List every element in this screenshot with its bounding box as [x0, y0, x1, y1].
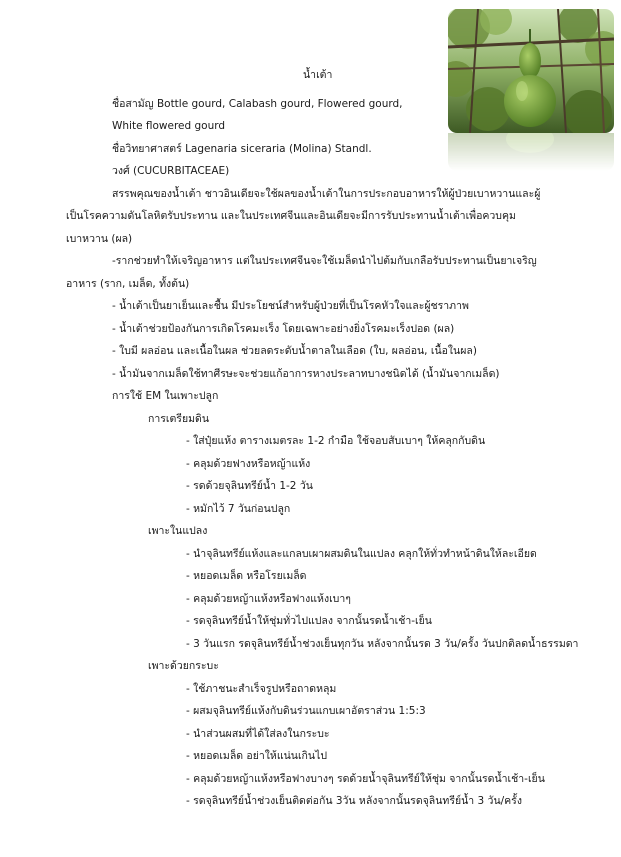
bottle-gourd-photo	[448, 9, 614, 133]
basket-planting-heading: เพาะด้วยกระบะ	[148, 660, 219, 672]
soil-step-1: - ใส่ปุ๋ยแห้ง ตารางเมตรละ 1-2 กำมือ ใช้จอบสับเบาๆ ให้คลุกกับดิน	[186, 435, 486, 447]
basket-step-3: - นำส่วนผสมที่ได้ใส่ลงในกระบะ	[186, 728, 330, 740]
common-name-line-1: ชื่อสามัญ Bottle gourd, Calabash gourd, Flowered gourd,	[112, 98, 403, 110]
plot-step-4: - รดจุลินทรีย์น้ำให้ชุ่มทั่วไปแปลง จากนั้นรดน้ำเช้า-เย็น	[186, 615, 432, 627]
basket-step-2: - ผสมจุลินทรีย์แห้งกับดินร่วนแกบเผาอัตราส่วน 1:5:3	[186, 705, 426, 717]
benefit-bullet-4: - น้ำมันจากเมล็ดใช้ทาศีรษะจะช่วยแก้อาการหางประลาทบางชนิดได้ (น้ำมันจากเมล็ด)	[112, 368, 500, 380]
plot-step-1: - นำจุลินทรีย์แห้งและแกลบเผาผสมดินในแปลง คลุกให้ทั่วทำหน้าดินให้ละเอียด	[186, 548, 537, 560]
scientific-name: ชื่อวิทยาศาสตร์ Lagenaria siceraria (Molina) Standl.	[112, 143, 372, 155]
soil-step-2: - คลุมด้วยฟางหรือหญ้าแห้ง	[186, 458, 311, 470]
properties-paragraph-2-line-2: อาหาร (ราก, เมล็ด, ทั้งต้น)	[66, 278, 190, 290]
plot-step-2: - หยอดเมล็ด หรือโรยเมล็ด	[186, 570, 307, 582]
soil-step-3: - รดด้วยจุลินทรีย์น้ำ 1-2 วัน	[186, 480, 313, 492]
reflection-image-icon	[448, 133, 614, 171]
basket-step-1: - ใช้ภาชนะสำเร็จรูปหรือถาดหลุม	[186, 683, 337, 695]
benefit-bullet-3: - ใบมี ผลอ่อน และเนื้อในผล ช่วยลดระดับน้ำตาลในเลือด (ใบ, ผลอ่อน, เนื้อในผล)	[112, 345, 477, 357]
gourd-image-icon	[448, 9, 614, 133]
common-name-line-2: White flowered gourd	[112, 120, 226, 132]
basket-step-4: - หยอดเมล็ด อย่าให้แน่นเกินไป	[186, 750, 328, 762]
em-heading: การใช้ EM ในเพาะปลูก	[112, 390, 219, 402]
properties-paragraph-1-line-3: เบาหวาน (ผล)	[66, 233, 133, 245]
basket-step-5: - คลุมด้วยหญ้าแห้งหรือฟางบางๆ รดด้วยน้ำจุลินทรีย์ให้ชุ่ม จากนั้นรดน้ำเช้า-เย็น	[186, 773, 545, 785]
plot-step-5: - 3 วันแรก รดจุลินทรีย์น้ำช่วงเย็นทุกวัน หลังจากนั้นรด 3 วัน/ครั้ง วันปกติลดน้ำธรรมดา	[186, 638, 579, 650]
properties-paragraph-1-line-2: เป็นโรคความดันโลหิตรับประทาน และในประเทศจีนและอินเดียจะมีการรับประทานน้ำเต้าเพื่อควบคุม	[66, 210, 516, 222]
benefit-bullet-1: - น้ำเต้าเป็นยาเย็นและชื้น มีประโยชน์สำหรับผู้ป่วยที่เป็นโรคหัวใจและผู้ชราภาพ	[112, 300, 469, 312]
plot-step-3: - คลุมด้วยหญ้าแห้งหรือฟางแห้งเบาๆ	[186, 593, 351, 605]
document-title: น้ำเต้า	[303, 69, 333, 81]
soil-prep-heading: การเตรียมดิน	[148, 413, 210, 425]
properties-paragraph-2-line-1: -รากช่วยทำให้เจริญอาหาร แต่ในประเทศจีนจะใช้เมล็ดนำไปต้มกับเกลือรับประทานเป็นยาเจริญ	[112, 255, 537, 267]
family-name: วงศ์ (CUCURBITACEAE)	[112, 165, 230, 177]
soil-step-4: - หมักไว้ 7 วันก่อนปลูก	[186, 503, 291, 515]
plot-planting-heading: เพาะในแปลง	[148, 525, 208, 537]
benefit-bullet-2: - น้ำเต้าช่วยป้องกันการเกิดโรคมะเร็ง โดยเฉพาะอย่างยิ่งโรคมะเร็งปอด (ผล)	[112, 323, 455, 335]
properties-paragraph-1-line-1: สรรพคุณของน้ำเต้า ชาวอินเดียจะใช้ผลของน้ำเต้าในการประกอบอาหารให้ผู้ป่วยเบาหวานและผู้	[112, 188, 541, 200]
photo-reflection	[448, 133, 614, 171]
basket-step-6: - รดจุลินทรีย์น้ำช่วงเย็นติดต่อกัน 3วัน หลังจากนั้นรดจุลินทรีย์น้ำ 3 วัน/ครั้ง	[186, 795, 522, 807]
